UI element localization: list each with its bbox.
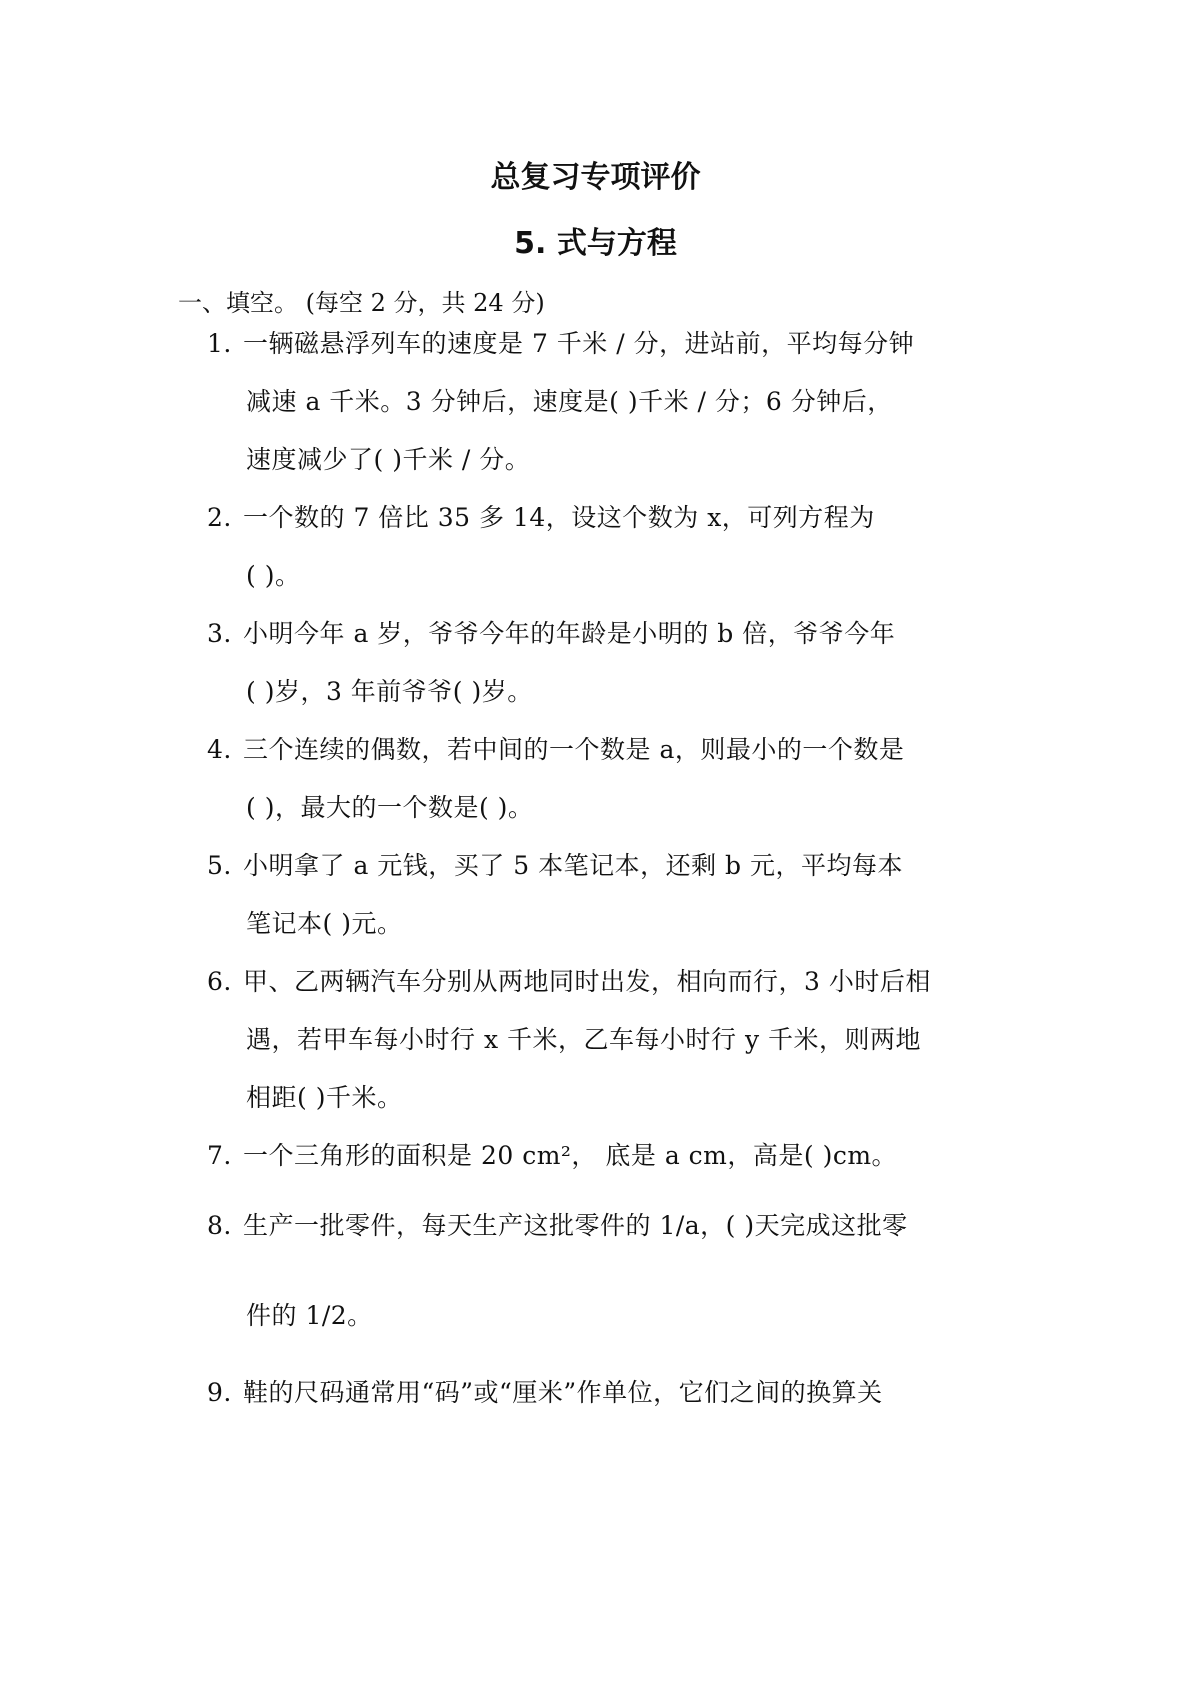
question-3-line-2: ( )岁，3 年前爷爷( )岁。 — [246, 677, 533, 706]
question-6-line-2: 遇，若甲车每小时行 x 千米，乙车每小时行 y 千米，则两地 — [246, 1025, 922, 1054]
question-5-line-2: 笔记本( )元。 — [246, 909, 403, 938]
section-heading: 一、填空。 (每空 2 分，共 24 分) — [178, 289, 545, 317]
question-2-line-2: ( )。 — [246, 561, 301, 590]
page-title: 总复习专项评价 — [490, 160, 701, 195]
question-4-line-2: ( )，最大的一个数是( )。 — [246, 793, 534, 822]
question-6: 6. 甲、乙两辆汽车分别从两地同时出发，相向而行，3 小时后相 — [207, 967, 931, 996]
question-5: 5. 小明拿了 a 元钱，买了 5 本笔记本，还剩 b 元，平均每本 — [207, 851, 903, 880]
question-7: 7. 一个三角形的面积是 20 cm²， 底是 a cm，高是( )cm。 — [207, 1141, 898, 1170]
question-4: 4. 三个连续的偶数，若中间的一个数是 a，则最小的一个数是 — [207, 735, 905, 764]
question-2: 2. 一个数的 7 倍比 35 多 14，设这个数为 x，可列方程为 — [207, 503, 875, 532]
question-3: 3. 小明今年 a 岁，爷爷今年的年龄是小明的 b 倍，爷爷今年 — [207, 619, 896, 648]
question-1-line-2: 减速 a 千米。3 分钟后，速度是( )千米 / 分；6 分钟后， — [246, 387, 893, 416]
question-1-line-3: 速度减少了( )千米 / 分。 — [246, 445, 531, 474]
question-1: 1. 一辆磁悬浮列车的速度是 7 千米 / 分，进站前，平均每分钟 — [207, 329, 915, 358]
question-8: 8. 生产一批零件，每天生产这批零件的 1/a，( )天完成这批零 — [207, 1211, 908, 1240]
page-subtitle: 5. 式与方程 — [514, 226, 677, 261]
question-6-line-3: 相距( )千米。 — [246, 1083, 403, 1112]
question-8-line-2: 件的 1/2。 — [246, 1301, 373, 1330]
question-9: 9. 鞋的尺码通常用“码”或“厘米”作单位，它们之间的换算关 — [207, 1378, 883, 1407]
